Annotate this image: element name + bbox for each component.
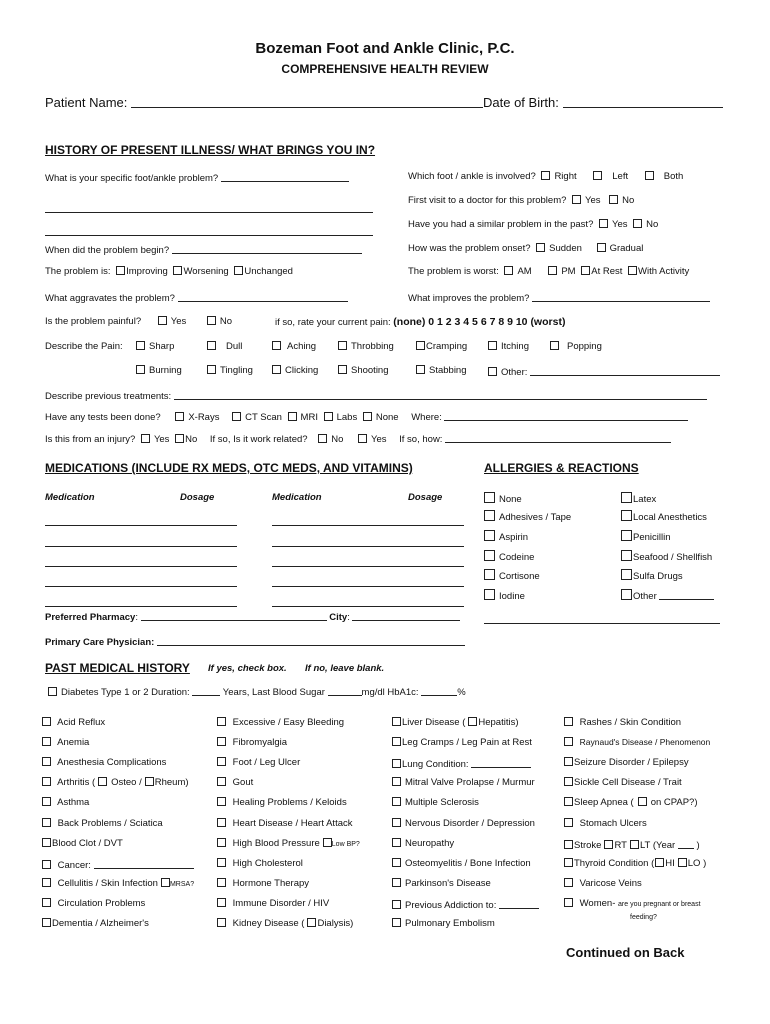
pain-tingling[interactable]: Tingling [207, 365, 253, 376]
work-no-checkbox[interactable] [318, 434, 327, 443]
med-line[interactable] [45, 512, 237, 530]
pmh-ms[interactable]: Multiple Sclerosis [392, 797, 479, 808]
previous-treatments-label: Describe previous treatments: [45, 391, 172, 402]
pmh-heart-disease[interactable]: Heart Disease / Heart Attack [217, 818, 353, 829]
pmh-foot-ulcer[interactable]: Foot / Leg Ulcer [217, 757, 300, 768]
yes-label: Yes [170, 316, 187, 327]
pmh-mitral-valve[interactable]: Mitral Valve Prolapse / Murmur [392, 777, 535, 788]
where-input[interactable] [444, 410, 688, 421]
pmh-stomach-ulcers[interactable]: Stomach Ulcers [564, 818, 647, 829]
pmh-acid-reflux[interactable]: Acid Reflux [42, 717, 105, 728]
dob-field[interactable] [483, 95, 723, 110]
pm-label: PM [561, 266, 576, 277]
med-col-header: Medication [45, 492, 95, 503]
similar-yes-checkbox[interactable] [599, 219, 608, 228]
form-title: COMPREHENSIVE HEALTH REVIEW [281, 62, 489, 76]
both-label: Both [663, 171, 684, 182]
no-label: No [219, 316, 233, 327]
med-line[interactable] [272, 512, 464, 530]
allergy-aspirin[interactable]: Aspirin [484, 530, 528, 543]
city-label: City [329, 612, 348, 623]
both-feet-checkbox[interactable] [645, 171, 654, 180]
medications-heading: MEDICATIONS (INCLUDE RX MEDS, OTC MEDS, AND VITAMINS) [45, 461, 413, 475]
pmh-raynauds[interactable]: Raynaud's Disease / Phenomenon [564, 737, 710, 748]
pmh-arthritis[interactable]: Arthritis ( Osteo / Rheum) [42, 777, 189, 788]
pmh-bleeding[interactable]: Excessive / Easy Bleeding [217, 717, 344, 728]
dosage-col-header-2: Dosage [408, 492, 443, 503]
med-col-header-2: Medication [272, 492, 322, 503]
pmh-immune[interactable]: Immune Disorder / HIV [217, 898, 329, 909]
problem-is-row [45, 266, 293, 277]
describe-pain-label: Describe the Pain: [45, 341, 123, 352]
primary-care-row[interactable] [45, 635, 465, 648]
right-label: Right [554, 171, 577, 182]
hi-checkbox [655, 858, 664, 867]
pharmacy-row[interactable]: Preferred Pharmacy: City: [45, 610, 460, 623]
diabetes-label: Diabetes Type 1 or 2 Duration: [61, 687, 193, 698]
pain-aching[interactable]: Aching [272, 341, 316, 352]
pmh-parkinsons[interactable]: Parkinson's Disease [392, 878, 491, 889]
allergy-none[interactable]: None [484, 492, 522, 505]
pmh-addiction[interactable]: Previous Addiction to: [392, 898, 539, 911]
med-line[interactable] [45, 593, 237, 611]
diabetes-checkbox[interactable] [48, 687, 57, 696]
no-label: No [646, 219, 659, 230]
pmh-sleep-apnea[interactable]: Sleep Apnea ( on CPAP?) [564, 797, 698, 808]
primary-care-label: Primary Care Physician: [45, 637, 155, 648]
hepatitis-checkbox [468, 717, 477, 726]
aggravates-field[interactable] [45, 291, 348, 304]
pmh-anesthesia[interactable]: Anesthesia Complications [42, 757, 166, 768]
pain-dull[interactable]: Dull [207, 341, 242, 352]
dialysis-checkbox [307, 918, 316, 927]
pmh-women[interactable]: Women- are you pregnant or breast [564, 898, 701, 909]
how-label: If so, how: [399, 434, 443, 445]
med-line[interactable] [45, 573, 237, 591]
at-rest-checkbox[interactable] [581, 266, 590, 275]
pain-other[interactable]: Other: [488, 365, 720, 378]
allergy-sulfa[interactable]: Sulfa Drugs [621, 569, 683, 582]
cpap-checkbox [638, 797, 647, 806]
pain-shooting[interactable]: Shooting [338, 365, 389, 376]
pain-throbbing[interactable]: Throbbing [338, 341, 394, 352]
pain-itching[interactable]: Itching [488, 341, 529, 352]
med-line[interactable] [272, 573, 464, 591]
work-yes-checkbox[interactable] [358, 434, 367, 443]
with-activity-checkbox[interactable] [628, 266, 637, 275]
diabetes-row: Diabetes Type 1 or 2 Duration: Years, Last Blood Sugar mg/dl HbA1c: % [48, 685, 466, 698]
pmh-leg-cramps[interactable]: Leg Cramps / Leg Pain at Rest [392, 737, 532, 748]
tests-label: Have any tests been done? [45, 412, 161, 423]
pmh-kidney[interactable]: Kidney Disease ( Dialysis) [217, 918, 353, 929]
am-checkbox[interactable] [504, 266, 513, 275]
hpi-heading: HISTORY OF PRESENT ILLNESS/ WHAT BRINGS YOU IN? [45, 143, 376, 157]
tests-row: Have any tests been done? X-Rays CT Scan MRI Labs None Where: [45, 410, 688, 423]
pain-scale[interactable]: (none) 0 1 2 3 4 5 6 7 8 9 10 (worst) [393, 316, 566, 328]
pain-burning[interactable]: Burning [136, 365, 182, 376]
yes-label: Yes [585, 195, 601, 206]
work-related-label: If so, Is it work related? [209, 434, 308, 445]
pmh-back-problems[interactable]: Back Problems / Sciatica [42, 818, 163, 829]
problem-line-2[interactable] [45, 199, 373, 217]
injury-yes-checkbox[interactable] [141, 434, 150, 443]
pmh-lung[interactable]: Lung Condition: [392, 757, 531, 770]
when-began-label: When did the problem begin? [45, 245, 170, 256]
pmh-blood-clot[interactable]: Blood Clot / DVT [42, 838, 123, 849]
allergy-local-anesthetics[interactable]: Local Anesthetics [621, 510, 707, 523]
am-label: AM [517, 266, 532, 277]
pmh-thyroid[interactable]: Thyroid Condition ( HI LO ) [564, 858, 706, 869]
feeding-label: feeding? [630, 914, 657, 921]
pmh-anemia[interactable]: Anemia [42, 737, 89, 748]
pmh-osteomyelitis[interactable]: Osteomyelitis / Bone Infection [392, 858, 531, 869]
left-label: Left [612, 171, 629, 182]
problem-line-3[interactable] [45, 222, 373, 240]
injury-no-checkbox[interactable] [175, 434, 184, 443]
med-line[interactable] [45, 553, 237, 571]
similar-no-checkbox[interactable] [633, 219, 642, 228]
pmh-varicose[interactable]: Varicose Veins [564, 878, 642, 889]
pmh-circulation[interactable]: Circulation Problems [42, 898, 145, 909]
med-line[interactable] [272, 553, 464, 571]
continued-on-back: Continued on Back [566, 945, 685, 960]
similar-problem-label: Have you had a similar problem in the past? [408, 219, 594, 230]
allergy-iodine[interactable]: Iodine [484, 589, 525, 602]
painful-label: Is the problem painful? [45, 316, 142, 327]
pain-clicking[interactable]: Clicking [272, 365, 318, 376]
osteo-checkbox [98, 777, 107, 786]
rate-pain-label: if so, rate your current pain: [275, 317, 391, 328]
rt-checkbox [604, 840, 613, 849]
specific-problem-label: What is your specific foot/ankle problem? [45, 173, 219, 184]
problem-is-label: The problem is: [45, 266, 111, 277]
specific-problem-field[interactable] [45, 171, 349, 184]
improving-label: Improving [126, 266, 168, 277]
allergy-codeine[interactable]: Codeine [484, 550, 534, 563]
pmh-nervous[interactable]: Nervous Disorder / Depression [392, 818, 535, 829]
gradual-label: Gradual [609, 243, 644, 254]
allergy-adhesives[interactable]: Adhesives / Tape [484, 510, 571, 523]
pmh-rashes[interactable]: Rashes / Skin Condition [564, 717, 681, 728]
pmh-liver[interactable]: Liver Disease ( Hepatitis) [392, 717, 518, 728]
pmh-seizure[interactable]: Seizure Disorder / Epilepsy [564, 757, 689, 768]
first-visit-label: First visit to a doctor for this problem? [408, 195, 567, 206]
injury-label: Is this from an injury? [45, 434, 136, 445]
pmh-cellulitis[interactable]: Cellulitis / Skin Infection MRSA? [42, 878, 194, 889]
pm-checkbox[interactable] [548, 266, 557, 275]
no-label: No [622, 195, 635, 206]
similar-problem-row [408, 219, 658, 230]
pain-popping[interactable]: Popping [550, 341, 602, 352]
when-began-field[interactable] [45, 243, 362, 256]
how-input[interactable] [445, 432, 671, 443]
med-line[interactable] [272, 533, 464, 551]
first-visit-yes-checkbox[interactable] [572, 195, 581, 204]
left-foot-checkbox[interactable] [593, 171, 602, 180]
patient-name-label: Patient Name: [45, 95, 128, 110]
pmh-hormone[interactable]: Hormone Therapy [217, 878, 309, 889]
none-test-checkbox[interactable] [363, 412, 372, 421]
pain-sharp[interactable]: Sharp [136, 341, 174, 352]
dob-label: Date of Birth: [483, 95, 559, 110]
sudden-label: Sudden [549, 243, 582, 254]
painful-no-checkbox[interactable] [207, 316, 216, 325]
med-line[interactable] [45, 533, 237, 551]
pmh-asthma[interactable]: Asthma [42, 797, 89, 808]
with-activity-label: With Activity [638, 266, 690, 277]
mrsa-checkbox [161, 878, 170, 887]
allergy-penicillin[interactable]: Penicillin [621, 530, 671, 543]
pain-stabbing[interactable]: Stabbing [416, 365, 467, 376]
allergy-cortisone[interactable]: Cortisone [484, 569, 540, 582]
pmh-high-bp[interactable]: High Blood Pressure Low BP? [217, 838, 360, 849]
at-rest-label: At Rest [591, 266, 623, 277]
sudden-checkbox[interactable] [536, 243, 545, 252]
onset-label: How was the problem onset? [408, 243, 531, 254]
ct-checkbox[interactable] [232, 412, 241, 421]
onset-row [408, 243, 643, 254]
pmh-pulmonary-embolism[interactable]: Pulmonary Embolism [392, 918, 495, 929]
worsening-label: Worsening [183, 266, 229, 277]
pmh-sickle-cell[interactable]: Sickle Cell Disease / Trait [564, 777, 682, 788]
right-foot-checkbox[interactable] [541, 171, 550, 180]
gradual-checkbox[interactable] [597, 243, 606, 252]
allergies-heading: ALLERGIES & REACTIONS [484, 461, 639, 475]
pain-cramping[interactable]: Cramping [416, 341, 467, 352]
unchanged-checkbox[interactable] [234, 266, 243, 275]
allergy-seafood[interactable]: Seafood / Shellfish [621, 550, 712, 563]
pmh-stroke[interactable]: Stroke RT LT (Year ) [564, 838, 700, 851]
improving-checkbox[interactable] [116, 266, 125, 275]
patient-name-field[interactable] [45, 95, 483, 110]
lt-checkbox [630, 840, 639, 849]
pmh-instruction-no: If no, leave blank. [305, 663, 385, 674]
allergy-reaction-line[interactable] [484, 610, 720, 628]
injury-row: Is this from an injury? Yes No If so, Is it work related? No Yes If so, how: [45, 432, 671, 445]
previous-treatments-field[interactable] [45, 389, 707, 402]
first-visit-no-checkbox[interactable] [609, 195, 618, 204]
pmh-gout[interactable]: Gout [217, 777, 253, 788]
improves-label: What improves the problem? [408, 293, 530, 304]
mri-checkbox[interactable] [288, 412, 297, 421]
which-foot-row [408, 171, 683, 182]
low-bp-checkbox [323, 838, 332, 847]
med-line[interactable] [272, 593, 464, 611]
pharmacy-label: Preferred Pharmacy [45, 612, 136, 623]
painful-row [45, 316, 232, 327]
first-visit-row [408, 195, 634, 206]
labs-checkbox[interactable] [324, 412, 333, 421]
improves-field[interactable] [408, 291, 710, 304]
pmh-cholesterol[interactable]: High Cholesterol [217, 858, 303, 869]
pmh-heading: PAST MEDICAL HISTORY [45, 661, 190, 675]
pain-rating-row [275, 316, 565, 328]
painful-yes-checkbox[interactable] [158, 316, 167, 325]
yes-label: Yes [612, 219, 628, 230]
lo-checkbox [678, 858, 687, 867]
pmh-cancer[interactable]: Cancer: [42, 858, 194, 871]
xray-checkbox[interactable] [175, 412, 184, 421]
rheum-checkbox [145, 777, 154, 786]
which-foot-label: Which foot / ankle is involved? [408, 171, 536, 182]
pmh-fibromyalgia[interactable]: Fibromyalgia [217, 737, 287, 748]
unchanged-label: Unchanged [244, 266, 293, 277]
pmh-instruction-yes: If yes, check box. [208, 663, 287, 674]
dosage-col-header: Dosage [180, 492, 215, 503]
problem-worst-label: The problem is worst: [408, 266, 499, 277]
allergy-other[interactable]: Other [621, 589, 714, 602]
aggravates-label: What aggravates the problem? [45, 293, 175, 304]
clinic-name: Bozeman Foot and Ankle Clinic, P.C. [255, 40, 515, 57]
allergy-latex[interactable]: Latex [621, 492, 656, 505]
pmh-healing[interactable]: Healing Problems / Keloids [217, 797, 347, 808]
problem-worst-row [408, 266, 689, 277]
pmh-neuropathy[interactable]: Neuropathy [392, 838, 454, 849]
pmh-dementia[interactable]: Dementia / Alzheimer's [42, 918, 149, 929]
where-label: Where: [411, 412, 442, 423]
worsening-checkbox[interactable] [173, 266, 182, 275]
